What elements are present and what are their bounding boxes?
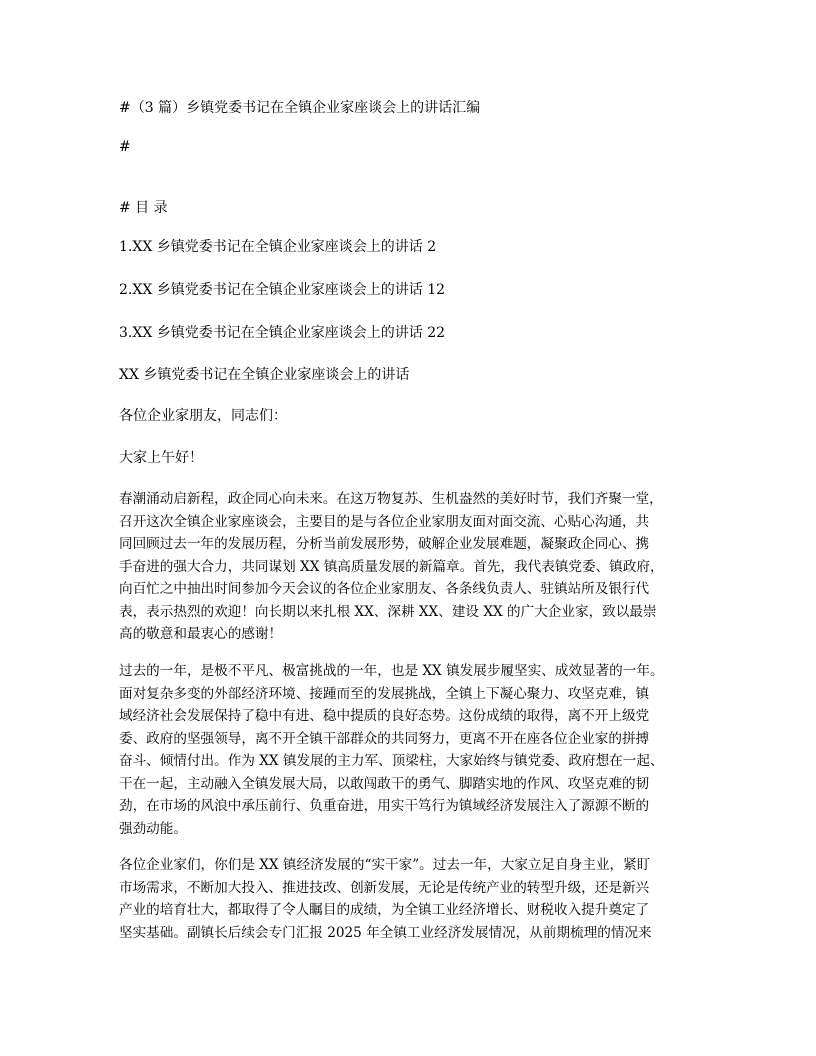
document-title: #（3 篇）乡镇党委书记在全镇企业家座谈会上的讲话汇编 bbox=[119, 100, 481, 116]
paragraph-line: 高的敬意和最衷心的感谢！ bbox=[119, 626, 283, 642]
paragraph-line: 各位企业家们，你们是 XX 镇经济发展的“实干家”。过去一年，大家立足自身主业，紧盯 bbox=[119, 857, 651, 873]
paragraph-line: 干在一起，主动融入全镇发展大局，以敢闯敢干的勇气、脚踏实地的作风、攻坚克难的韧 bbox=[119, 775, 650, 792]
paragraph-line: 坚实基础。副镇长后续会专门汇报 2025 年全镇工业经济发展情况，从前期梳理的情况来 bbox=[119, 924, 652, 941]
paragraph-line: 奋斗、倾情付出。作为 XX 镇发展的主力军、顶梁柱，大家始终与镇党委、政府想在一起、 bbox=[119, 753, 664, 769]
paragraph-line: 委、政府的坚强领导，离不开全镇干部群众的共同努力，更离不开在座各位企业家的拼搏 bbox=[119, 730, 650, 747]
paragraph-line: 召开这次全镇企业家座谈会，主要目的是与各位企业家朋友面对面交流、心贴心沟通，共 bbox=[119, 513, 650, 530]
toc-item-1: 1.XX 乡镇党委书记在全镇企业家座谈会上的讲话 2 bbox=[119, 239, 437, 255]
paragraph-line: 劲，在市场的风浪中承压前行、负重奋进，用实干笃行为镇域经济发展注入了源源不断的 bbox=[119, 798, 650, 814]
hash-line: # bbox=[119, 139, 131, 155]
speech-title: XX 乡镇党委书记在全镇企业家座谈会上的讲话 bbox=[119, 367, 410, 383]
paragraph-line: 域经济社会发展保持了稳中有进、稳中提质的良好态势。这份成绩的取得，离不开上级党 bbox=[119, 708, 650, 724]
paragraph-line: 产业的培育壮大，都取得了令人瞩目的成绩，为全镇工业经济增长、财税收入提升奠定了 bbox=[119, 902, 650, 918]
paragraph-line: 过去的一年，是极不平凡、极富挑战的一年，也是 XX 镇发展步履坚实、成效显著的一年。 bbox=[119, 663, 664, 679]
toc-item-2: 2.XX 乡镇党委书记在全镇企业家座谈会上的讲话 12 bbox=[119, 282, 446, 298]
paragraph-line: 表，表示热烈的欢迎！向长期以来扎根 XX、深耕 XX、建设 XX 的广大企业家，致以最崇 bbox=[119, 603, 657, 620]
paragraph-2 bbox=[119, 660, 702, 840]
paragraph-3 bbox=[119, 854, 702, 944]
paragraph-1 bbox=[119, 488, 702, 646]
paragraph-line: 面对复杂多变的外部经济环境、接踵而至的发展挑战，全镇上下凝心聚力、攻坚克难，镇 bbox=[119, 685, 650, 702]
salutation: 各位企业家朋友，同志们： bbox=[119, 408, 287, 424]
toc-item-3: 3.XX 乡镇党委书记在全镇企业家座谈会上的讲话 22 bbox=[119, 325, 446, 341]
paragraph-line: 春潮涌动启新程，政企同心向未来。在这万物复苏、生机盎然的美好时节，我们齐聚一堂， bbox=[119, 491, 663, 507]
paragraph-line: 强劲动能。 bbox=[119, 820, 187, 837]
paragraph-line: 手奋进的强大合力，共同谋划 XX 镇高质量发展的新篇章。首先，我代表镇党委、镇政府， bbox=[119, 558, 664, 575]
paragraph-line: 同回顾过去一年的发展历程，分析当前发展形势，破解企业发展难题，凝聚政企同心、携 bbox=[119, 536, 650, 552]
toc-heading: # 目 录 bbox=[119, 200, 168, 216]
paragraph-line: 市场需求，不断加大投入、推进技改、创新发展，无论是传统产业的转型升级，还是新兴 bbox=[119, 879, 650, 896]
greeting: 大家上午好！ bbox=[119, 450, 203, 466]
paragraph-line: 向百忙之中抽出时间参加今天会议的各位企业家朋友、各条线负责人、驻镇站所及银行代 bbox=[119, 581, 650, 597]
